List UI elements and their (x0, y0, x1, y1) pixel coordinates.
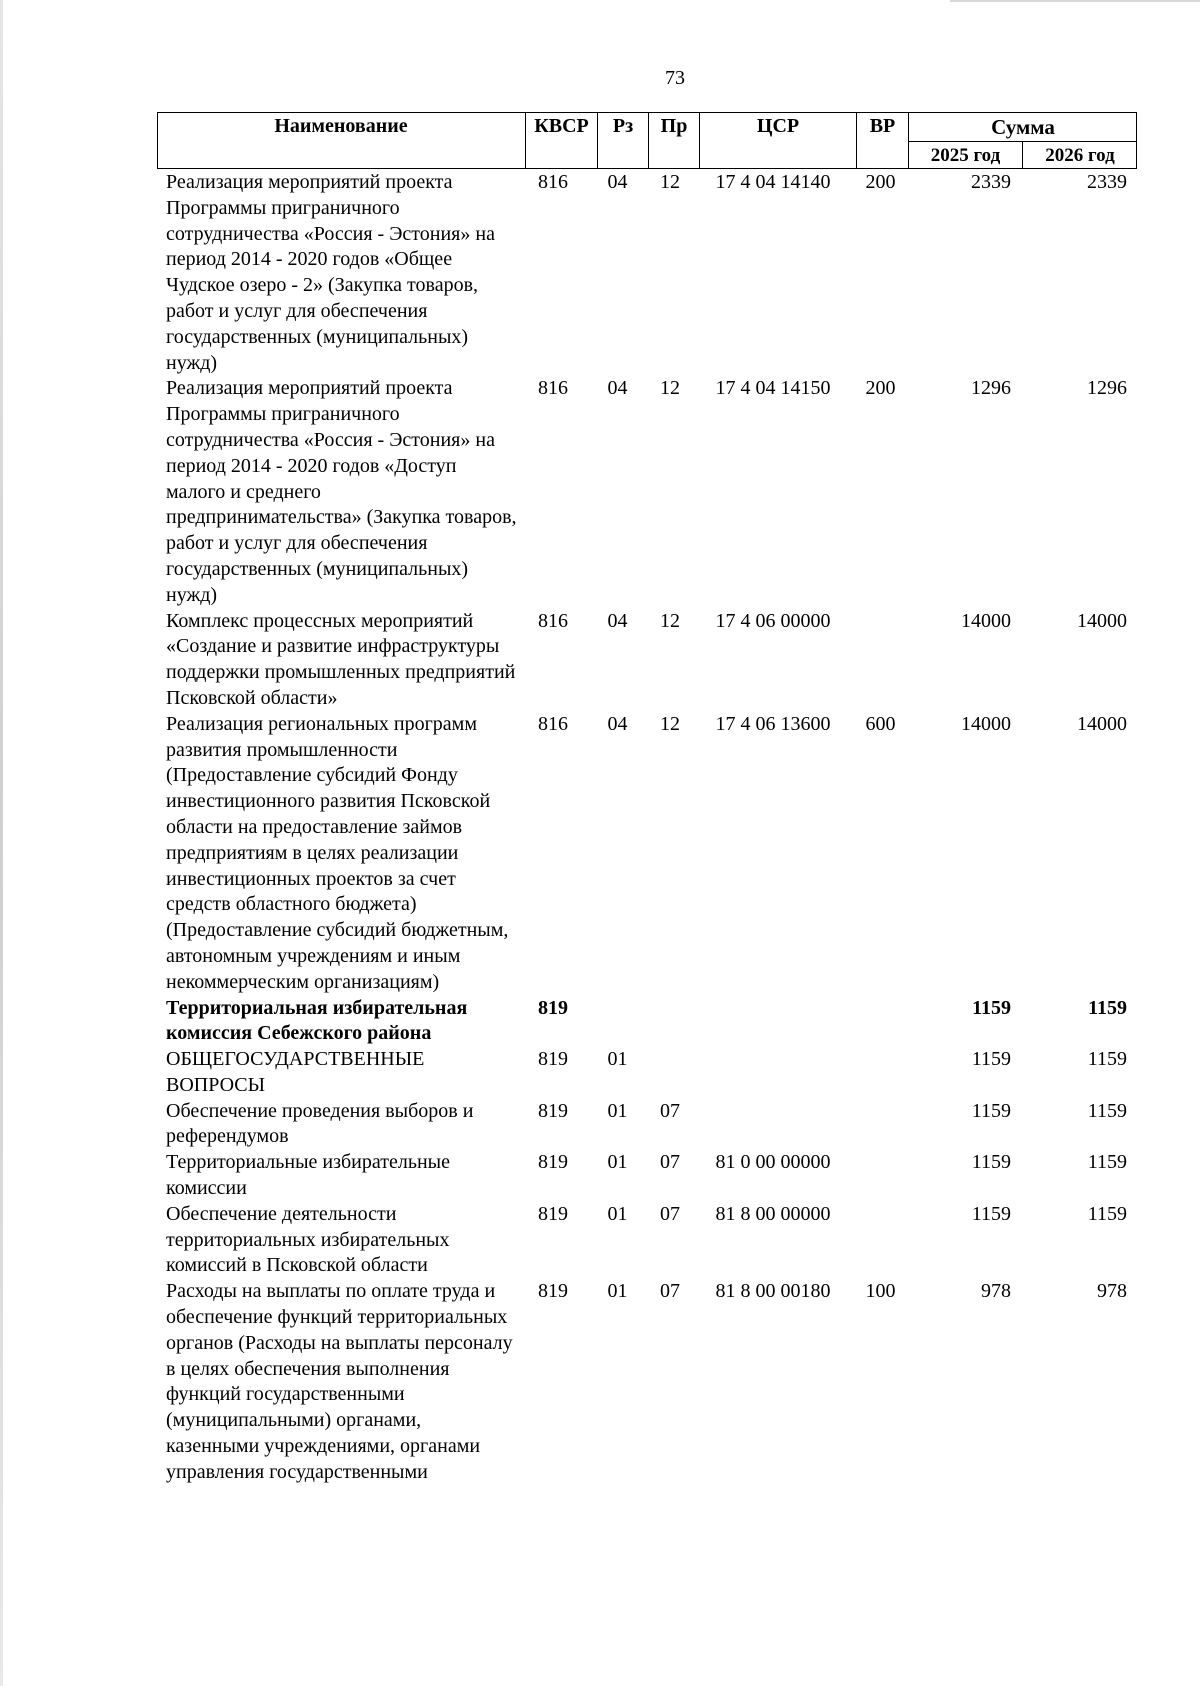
table-row (157, 609, 1137, 712)
row-csr: 17 4 06 00000 (715, 609, 831, 632)
scan-edge-top (950, 0, 1200, 2)
row-pr: 12 (660, 171, 680, 193)
page-number: 73 (665, 67, 685, 89)
row-sum-2025: 1159 (971, 1202, 1011, 1225)
row-vr (852, 996, 909, 1048)
row-rz: 04 (607, 609, 628, 632)
table-row (157, 170, 1137, 376)
row-name: Обеспечение деятельности территориальных избирательных комиссий в Псковской области (166, 1202, 450, 1277)
row-vr (852, 1047, 909, 1099)
row-sum-2026: 1159 (1087, 1151, 1127, 1174)
row-pr (646, 1047, 694, 1099)
table-row (157, 1150, 1137, 1202)
row-kvsr: 819 (538, 1099, 568, 1122)
row-name: Комплекс процессных мероприятий «Создание и развитие инфраструктуры поддержки промышленных предприятий Псковской области» (166, 609, 516, 709)
row-sum-2025: 1159 (972, 996, 1011, 1019)
row-kvsr: 819 (538, 1202, 568, 1225)
row-csr: 81 8 00 00180 (715, 1280, 831, 1303)
row-name: Реализация региональных программ развития промышленности (Предоставление субсидий Фонду инвестиционного развития Псковской области на предоставление займов предприятиям в целях реализации инвестиционных проектов за счет средств областного бюджета) (Предоставление субсидий бюджетным, автономным учреждениям и иным некоммерческим организациям) (166, 712, 509, 993)
row-pr (646, 996, 694, 1048)
row-kvsr: 816 (538, 609, 568, 632)
row-vr (852, 1099, 909, 1151)
row-pr: 12 (660, 712, 680, 735)
row-sum-2026: 1159 (1087, 1099, 1127, 1122)
row-name: ОБЩЕГОСУДАРСТВЕННЫЕ ВОПРОСЫ (166, 1048, 425, 1096)
row-sum-2026: 2339 (1087, 171, 1127, 193)
header-kvsr: КВСР (526, 112, 598, 169)
header-rz: Рз (598, 112, 649, 169)
table-header (157, 112, 1137, 169)
row-vr: 200 (865, 171, 896, 193)
row-name: Обеспечение проведения выборов и референдумов (166, 1099, 474, 1148)
row-sum-2026: 1159 (1087, 1048, 1127, 1071)
row-kvsr: 816 (538, 712, 568, 735)
row-kvsr: 819 (538, 996, 568, 1019)
row-name: Территориальные избирательные комиссии (166, 1151, 450, 1200)
row-sum-2025: 1159 (971, 1099, 1011, 1122)
row-name: Расходы на выплаты по оплате труда и обеспечение функций территориальных органов (Расходы на выплаты персоналу в целях обеспечения выполнения функций государственными (муниципальными) органами, казенными учреждениями, органами управления государственными (166, 1280, 513, 1483)
row-csr (694, 996, 852, 1048)
row-sum-2025: 14000 (961, 712, 1011, 735)
row-rz: 01 (607, 1151, 628, 1174)
row-name: Территориальная избирательная комиссия Себежского района (166, 996, 468, 1045)
row-csr: 81 0 00 00000 (715, 1151, 831, 1174)
header-name: Наименование (157, 112, 526, 169)
row-csr: 81 8 00 00000 (715, 1202, 831, 1225)
row-pr: 07 (660, 1202, 680, 1225)
header-csr: ЦСР (700, 112, 857, 169)
row-rz (589, 996, 646, 1048)
table-row (157, 996, 1137, 1048)
row-kvsr: 819 (538, 1280, 568, 1303)
row-sum-2025: 1296 (971, 377, 1011, 400)
row-sum-2026: 14000 (1077, 712, 1127, 735)
row-vr: 100 (865, 1280, 896, 1303)
row-pr: 12 (660, 377, 680, 400)
scan-edge-left (0, 0, 3, 1686)
row-csr: 17 4 04 14140 (715, 171, 831, 193)
row-kvsr: 819 (538, 1151, 568, 1174)
table-row (157, 1202, 1137, 1279)
table-row (157, 376, 1137, 608)
row-kvsr: 816 (538, 171, 568, 193)
row-rz: 04 (607, 712, 628, 735)
row-name: Реализация мероприятий проекта Программы приграничного сотрудничества «Россия - Эстония» на период 2014 - 2020 годов «Доступ малого и среднего предпринимательства» (Закупка товаров, работ и услуг для обеспечения государственных (муниципальных) нужд) (166, 377, 517, 606)
row-csr (694, 1047, 852, 1099)
row-sum-2025: 978 (981, 1280, 1011, 1303)
row-vr (852, 609, 909, 712)
row-pr: 07 (660, 1280, 680, 1303)
table-row (157, 1047, 1137, 1099)
table-row (157, 1279, 1137, 1485)
row-pr: 07 (660, 1151, 680, 1174)
row-sum-2026: 1159 (1087, 1202, 1127, 1225)
row-kvsr: 819 (538, 1048, 568, 1071)
row-vr (852, 1202, 909, 1279)
header-pr: Пр (649, 112, 700, 169)
row-csr: 17 4 06 13600 (715, 712, 831, 735)
table-row (157, 1099, 1137, 1151)
row-pr: 12 (660, 609, 680, 632)
header-vr: ВР (857, 112, 909, 169)
row-pr: 07 (660, 1099, 680, 1122)
row-sum-2026: 978 (1097, 1280, 1127, 1303)
row-vr: 600 (865, 712, 896, 735)
row-sum-2025: 1159 (971, 1151, 1011, 1174)
header-year-2025: 2025 год (909, 142, 1023, 169)
row-sum-2026: 14000 (1077, 609, 1127, 632)
row-rz: 01 (607, 1280, 628, 1303)
row-name: Реализация мероприятий проекта Программы приграничного сотрудничества «Россия - Эстония» на период 2014 - 2020 годов «Общее Чудское озеро - 2» (Закупка товаров, работ и услуг для обеспечения государственных (муниципальных) нужд) (166, 171, 495, 374)
row-sum-2026: 1296 (1087, 377, 1127, 400)
row-vr (852, 1150, 909, 1202)
row-sum-2025: 1159 (971, 1048, 1011, 1071)
row-rz: 04 (607, 171, 628, 193)
row-kvsr: 816 (538, 377, 568, 400)
header-year-2026: 2026 год (1045, 145, 1115, 166)
row-sum-2025: 14000 (961, 609, 1011, 632)
table-row (157, 712, 1137, 996)
row-rz: 01 (607, 1099, 628, 1122)
row-vr: 200 (865, 377, 896, 400)
row-sum-2025: 2339 (971, 171, 1011, 193)
row-csr (694, 1099, 852, 1151)
row-rz: 01 (607, 1048, 628, 1071)
header-sum: Сумма (909, 112, 1137, 142)
row-rz: 01 (607, 1202, 628, 1225)
row-rz: 04 (607, 377, 628, 400)
table-body (157, 170, 1137, 1486)
row-csr: 17 4 04 14150 (715, 377, 831, 400)
row-sum-2026: 1159 (1088, 996, 1127, 1019)
